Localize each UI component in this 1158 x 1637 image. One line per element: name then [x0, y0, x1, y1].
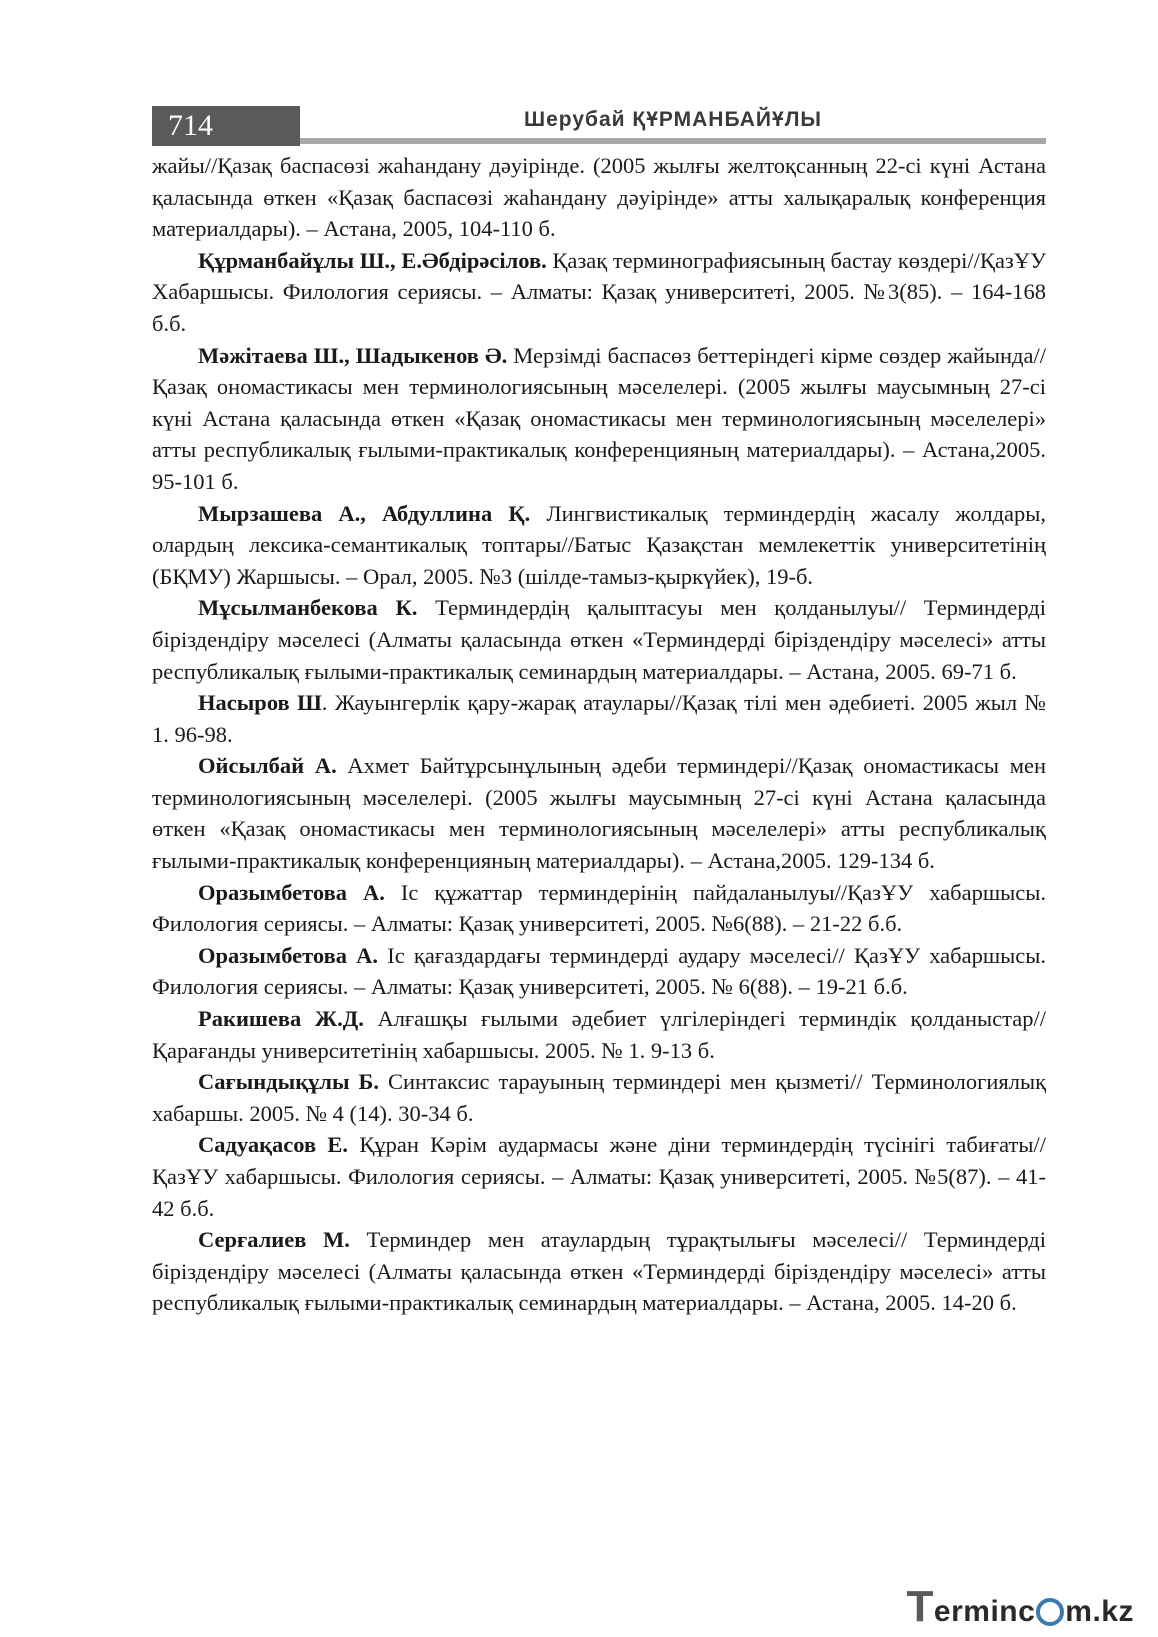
entry-text: Терминдердің қалыптасуы мен қолданылуы// Терминдерді біріздендіру мәселесі (Алматы қаласында өткен «Терминдерді біріздендіру мәселесі» атты республикалық ғылыми-практикалық семинардың материалдары. – Астана, 2005. 69-71 б. — [152, 595, 1046, 684]
entry-author: Ойсылбай А. — [198, 753, 337, 779]
entry-text: Терминдер мен атаулардың тұрақтылығы мәселесі// Терминдерді біріздендіру мәселесі (Алматы қаласында өткен «Терминдерді біріздендіру мәселесі» атты республикалық ғылыми-практикалық семинардың материалдары. – Астана, 2005. 14-20 б. — [152, 1227, 1047, 1316]
entry-author: Садуақасов Е. — [198, 1132, 349, 1158]
entry-text: Іс қағаздардағы терминдерді аудару мәселесі// ҚазҰУ хабаршысы. Филология сериясы. – Алматы: Қазақ университеті, 2005. № 6(88). – 19-21 б.б. — [152, 942, 1046, 1000]
running-title: Шерубай ҚҰРМАНБАЙҰЛЫ — [524, 108, 822, 131]
entry-author: Ракишева Ж.Д. — [198, 1006, 364, 1032]
entry-text: Қазақ терминографиясының бастау көздері//ҚазҰУ Хабаршысы. Филология сериясы. – Алматы: Қазақ университеті, 2005. №3(85). – 164-168 б.б. — [152, 247, 1046, 336]
bibliography-entry — [152, 687, 1046, 750]
bibliography-entry — [152, 245, 1046, 340]
continuation-text: жайы//Қазақ баспасөзі жаһандану дәуірінде. (2005 жылғы желтоқсанның 22-сі күні Астана қаласында өткен «Қазақ баспасөзі жаһандану дәуірінде» атты халықаралық конференция материалдары). – Астана, 2005, 104-110 б. — [152, 153, 1046, 242]
entry-text: Іс құжаттар терминдерінің пайдаланылуы//ҚазҰУ хабаршысы. Филология сериясы. – Алматы: Қазақ университеті, 2005. №6(88). – 21-22 б.б. — [152, 879, 1046, 937]
bibliography-entry — [152, 592, 1046, 687]
bibliography-entry — [152, 750, 1046, 876]
entry-text: Ахмет Байтұрсынұлының әдеби терминдері//Қазақ ономастикасы мен терминологиясының мәселелері. (2005 жылғы маусымның 27-сі күні Астана қаласында өткен «Қазақ ономастикасы мен терминологиясының мәселелері» атты республикалық ғылыми-практикалық конференцияның материалдары). – Астана,2005. 129-134 б. — [152, 753, 1046, 874]
bibliography-entry — [152, 1003, 1046, 1066]
entry-author: Серғалиев М. — [198, 1227, 350, 1253]
entry-author: Мырзашева А., Абдуллина Қ. — [198, 500, 531, 526]
bibliography-entry — [152, 498, 1046, 593]
watermark-logo — [906, 1582, 1134, 1631]
bibliography-entry — [152, 940, 1046, 1003]
bibliography-entry — [152, 877, 1046, 940]
watermark-text-start: erminc — [933, 1595, 1036, 1628]
page-number-box — [152, 106, 300, 146]
globe-icon — [1036, 1598, 1064, 1626]
watermark-text-end: m.kz — [1065, 1595, 1134, 1628]
entry-author: Құрманбайұлы Ш., Е.Әбдірәсілов. — [198, 247, 547, 273]
entry-author: Мұсылманбекова К. — [198, 595, 418, 621]
page-number: 714 — [168, 109, 213, 142]
entry-text: Синтаксис тарауының терминдері мен қызметі// Терминологиялық хабаршы. 2005. № 4 (14). 30-34 б. — [152, 1069, 1046, 1126]
entry-text: Лингвистикалық терминдердің жасалу жолдары, олардың лексика-семантикалық топтары//Батыс Қазақстан мемлекеттік университетінің (БҚМУ) Жаршысы. – Орал, 2005. №3 (шілде-тамыз-қыркүйек), 19-б. — [152, 500, 1046, 589]
entry-text: Мерзімді баспасөз беттеріндегі кірме сөздер жайында//Қазақ ономастикасы мен терминологиясының мәселелері. (2005 жылғы маусымның 27-сі күні Астана қаласында өткен «Қазақ ономастикасы мен терминологиясының мәселелері» атты республикалық ғылыми-практикалық конференцияның материалдары). – Астана,2005. 95-101 б. — [152, 342, 1046, 494]
bibliography-entry — [152, 1129, 1046, 1224]
bibliography-list — [152, 150, 1046, 1319]
entry-author: Мәжітаева Ш., Шадыкенов Ә. — [198, 342, 508, 368]
bibliography-entry — [152, 1066, 1046, 1129]
entry-author: Насыров Ш — [198, 690, 322, 716]
entry-author: Оразымбетова А. — [198, 942, 379, 968]
entry-text: Алғашқы ғылыми әдебиет үлгілеріндегі терминдік қолданыстар//Қарағанды университетінің хабаршысы. 2005. № 1. 9-13 б. — [152, 1006, 1046, 1063]
header-rule — [300, 138, 1046, 144]
watermark-initial: T — [906, 1582, 934, 1631]
bibliography-entry — [152, 1224, 1046, 1319]
entry-text: . Жауынгерлік қару-жарақ атаулары//Қазақ тілі мен әдебиеті. 2005 жыл № 1. 96-98. — [152, 690, 1046, 747]
entry-author: Сағындықұлы Б. — [198, 1069, 380, 1095]
bibliography-entry — [152, 340, 1046, 498]
entry-author: Оразымбетова А. — [198, 879, 385, 905]
entry-text: Құран Кәрім аудармасы және діни терминдердің түсінігі табиғаты//ҚазҰУ хабаршысы. Филология сериясы. – Алматы: Қазақ университеті, 2005. №5(87). – 41-42 б.б. — [152, 1132, 1046, 1221]
